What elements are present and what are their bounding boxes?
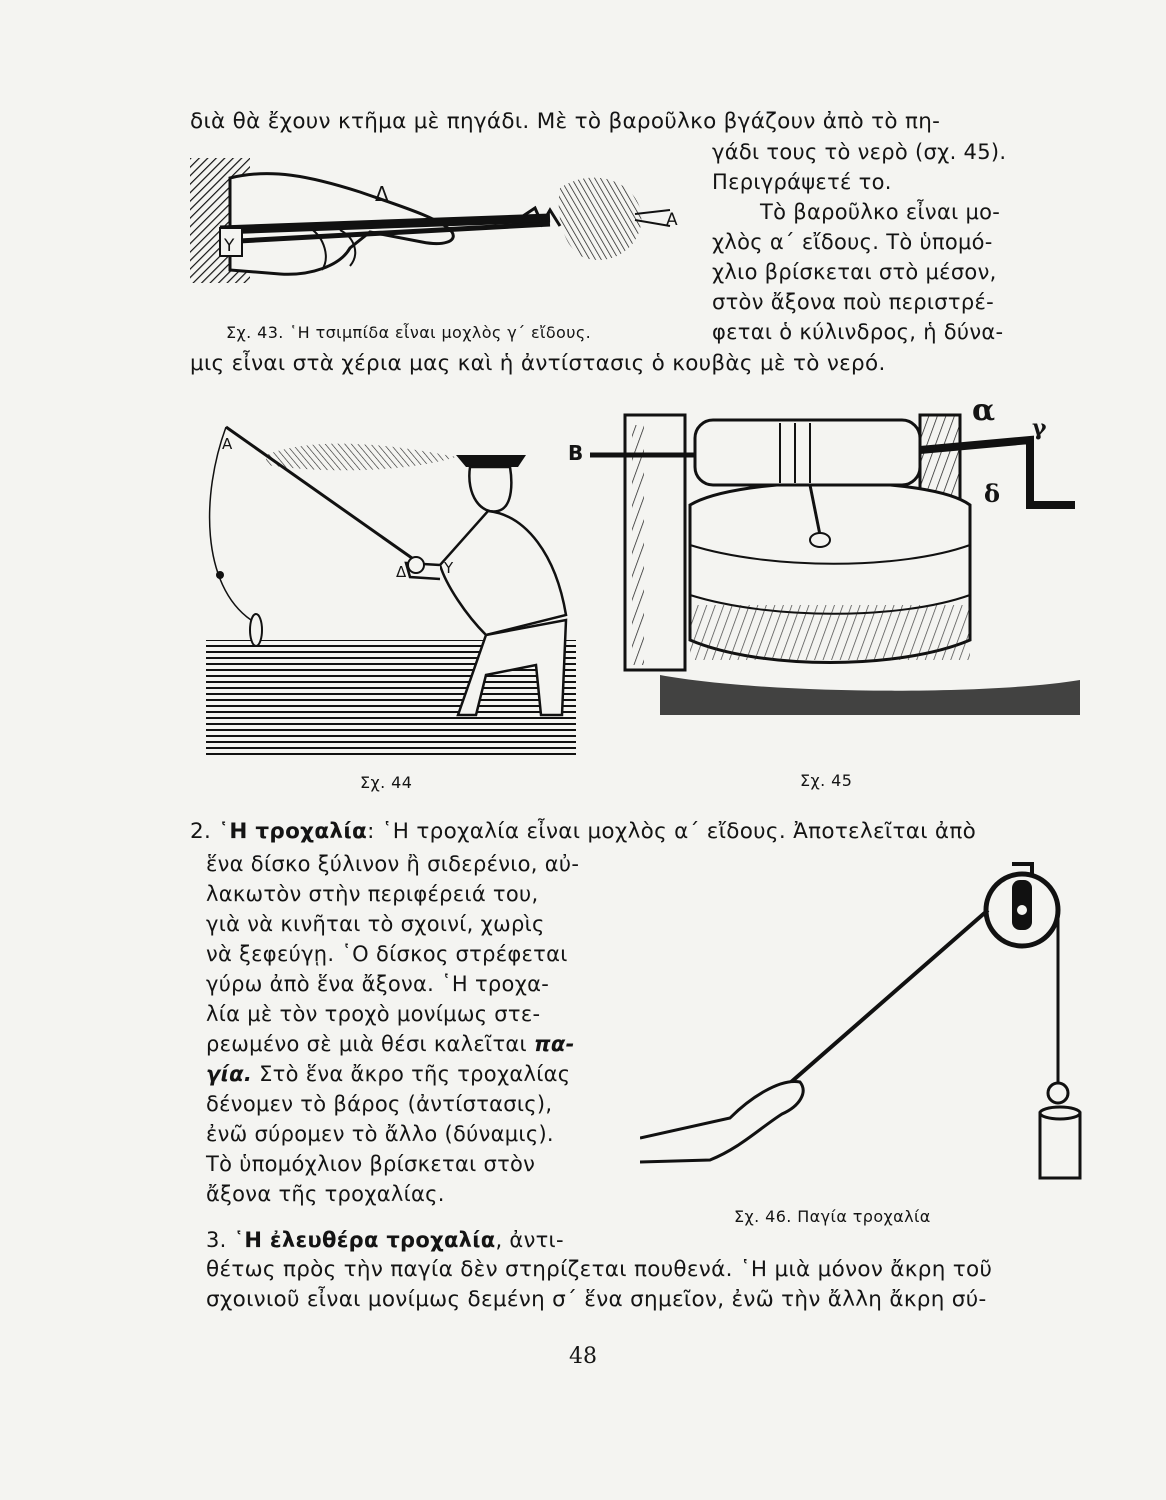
- figure-label: Α: [222, 435, 233, 453]
- body-line: χλὸς α΄ εἴδους. Τὸ ὑπομό-: [712, 230, 993, 254]
- figure-44: [196, 415, 576, 755]
- body-line: ἄξονα τῆς τροχαλίας.: [206, 1182, 445, 1206]
- body-line: δένομεν τὸ βάρος (ἀντίστασις),: [206, 1092, 553, 1116]
- body-line: [206, 1030, 575, 1058]
- figure-label: Δ: [375, 182, 389, 206]
- body-line: [206, 1060, 570, 1088]
- fish: [250, 614, 262, 646]
- section-heading: ῾Η ἐλευθέρα τροχαλία: [233, 1228, 496, 1252]
- fishing-line: [210, 427, 251, 620]
- figure-label: δ: [984, 479, 1001, 508]
- section-3-line: [206, 1226, 564, 1254]
- body-line: γύρω ἀπὸ ἕνα ἄξονα. ῾Η τροχα-: [206, 972, 550, 996]
- figure-46: [640, 858, 1100, 1188]
- figure-45: [570, 395, 1090, 730]
- body-line: στὸν ἄξονα ποὺ περιστρέ-: [712, 290, 995, 314]
- figure-label: α: [972, 393, 996, 428]
- body-line: λία μὲ τὸν τροχὸ μονίμως στε-: [206, 1002, 541, 1026]
- body-line: νὰ ξεφεύγῃ. ῾Ο δίσκος στρέφεται: [206, 942, 568, 966]
- figure-label: γ: [1032, 415, 1047, 441]
- body-text: , ἀντι-: [495, 1228, 564, 1252]
- ground-shadow: [660, 675, 1080, 715]
- body-line: διὰ θὰ ἔχουν κτῆμα μὲ πηγάδι. Μὲ τὸ βαροῦλκο βγάζουν ἀπὸ τὸ πη-: [190, 109, 941, 134]
- body-line: ἕνα δίσκο ξύλινον ἢ σιδερένιο, αὐ-: [206, 852, 580, 876]
- body-line: γάδι τους τὸ νερὸ (σχ. 45).: [712, 140, 1007, 164]
- body-line: θέτως πρὸς τὴν παγία δὲν στηρίζεται πουθενά. ῾Η μιὰ μόνον ἄκρη τοῦ: [206, 1257, 993, 1282]
- section-number: 3.: [206, 1228, 227, 1252]
- figure-44-caption: Σχ. 44: [360, 773, 413, 792]
- weight: [1040, 1113, 1080, 1178]
- hand: [640, 1081, 803, 1162]
- figure-label: Υ: [224, 236, 235, 256]
- body-line: ἐνῶ σύρομεν τὸ ἄλλο (δύναμις).: [206, 1122, 554, 1146]
- figure-43: [190, 158, 690, 283]
- drum: [695, 420, 920, 485]
- page-number: 48: [569, 1344, 597, 1369]
- body-line: Τὸ ὑπομόχλιον βρίσκεται στὸν: [206, 1152, 536, 1176]
- figure-43-caption: Σχ. 43. ῾Η τσιμπίδα εἶναι μοχλὸς γ΄ εἴδους.: [226, 323, 592, 342]
- section-number: 2.: [190, 819, 212, 844]
- object-shading: [559, 178, 642, 260]
- fisherman-torso: [440, 511, 566, 635]
- body-text: : ῾Η τροχαλία εἶναι μοχλὸς α΄ εἴδους. Ἀποτελεῖται ἀπὸ: [367, 819, 977, 844]
- figure-45-caption: Σχ. 45: [800, 771, 853, 790]
- term-emphasis: πα-: [533, 1032, 575, 1056]
- body-line: σχοινιοῦ εἶναι μονίμως δεμένη σ΄ ἕνα σημεῖον, ἐνῶ τὴν ἄλλη ἄκρη σύ-: [206, 1287, 987, 1312]
- body-text: ρεωμένο σὲ μιὰ θέσι καλεῖται: [206, 1032, 527, 1056]
- body-line: Περιγράψετέ το.: [712, 170, 892, 194]
- figure-label: Α: [666, 210, 678, 230]
- figure-label: Β: [568, 441, 584, 465]
- body-text: Στὸ ἕνα ἄκρο τῆς τροχαλίας: [252, 1062, 571, 1086]
- body-line: φεται ὁ κύλινδρος, ἡ δύνα-: [712, 320, 1004, 344]
- body-line: μις εἶναι στὰ χέρια μας καὶ ἡ ἀντίστασις ὁ κουβὰς μὲ τὸ νερό.: [190, 351, 886, 376]
- cloud: [266, 444, 456, 471]
- section-heading: ῾Η τροχαλία: [218, 819, 368, 844]
- figure-label: Δ: [396, 563, 407, 581]
- section-2-line: [190, 818, 976, 846]
- body-line: Τὸ βαροῦλκο εἶναι μο-: [760, 200, 1001, 224]
- body-line: γιὰ νὰ κινῆται τὸ σχοινί, χωρὶς: [206, 912, 545, 936]
- body-line: λακωτὸν στὴν περιφέρειά του,: [206, 882, 539, 906]
- term-emphasis: γία.: [206, 1062, 253, 1086]
- figure-46-caption: Σχ. 46. Παγία τροχαλία: [734, 1207, 931, 1226]
- body-line: χλιο βρίσκεται στὸ μέσον,: [712, 260, 997, 284]
- figure-label: Υ: [444, 559, 454, 577]
- rope-pull: [790, 910, 988, 1083]
